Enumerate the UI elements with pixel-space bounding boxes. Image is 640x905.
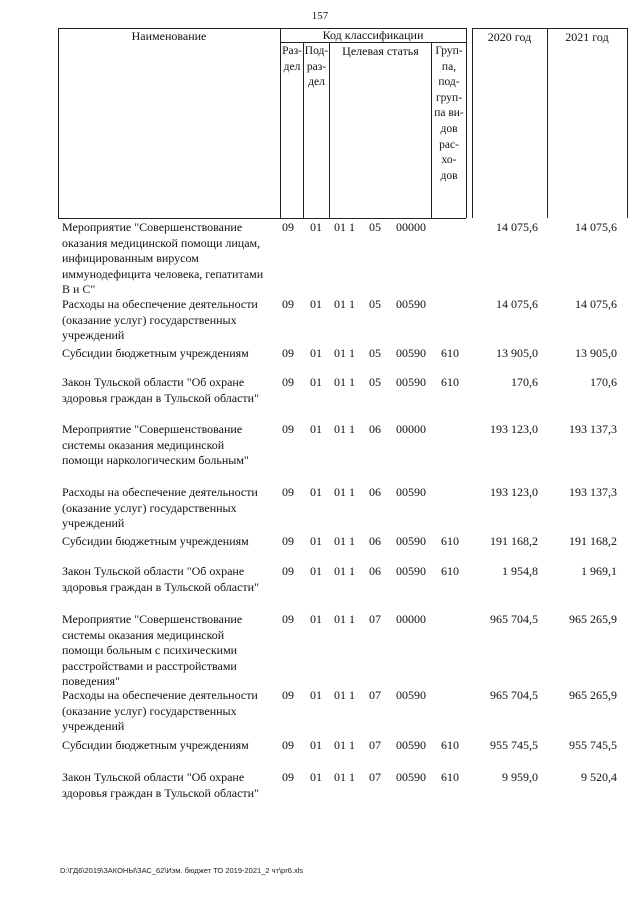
row-target-subprogram: 1 xyxy=(349,738,355,752)
row-podrazdel: 01 xyxy=(310,422,322,436)
row-target-program: 01 xyxy=(334,612,346,626)
header-bottom-line xyxy=(58,218,466,219)
row-target-program: 01 xyxy=(334,564,346,578)
row-target-subprogram: 1 xyxy=(349,688,355,702)
row-expense-type: 610 xyxy=(441,375,459,389)
header-2021: 2021 год xyxy=(565,30,609,44)
row-target-direction: 00000 xyxy=(396,422,426,436)
vline xyxy=(58,28,59,218)
row-target-event: 05 xyxy=(369,220,381,234)
row-razdel: 09 xyxy=(282,220,294,234)
row-target-direction: 00590 xyxy=(396,738,426,752)
row-target-program: 01 xyxy=(334,375,346,389)
row-value-2020: 955 745,5 xyxy=(490,738,538,752)
row-value-2021: 9 520,4 xyxy=(581,770,617,784)
row-name: Расходы на обеспечение деятельности (оказание услуг) государственных учреждений xyxy=(62,297,258,342)
row-podrazdel: 01 xyxy=(310,485,322,499)
row-target-program: 01 xyxy=(334,346,346,360)
row-target-program: 01 xyxy=(334,534,346,548)
row-target-direction: 00590 xyxy=(396,485,426,499)
row-value-2021: 170,6 xyxy=(590,375,617,389)
row-podrazdel: 01 xyxy=(310,564,322,578)
row-target-direction: 00590 xyxy=(396,375,426,389)
row-target-direction: 00590 xyxy=(396,688,426,702)
row-target-direction: 00000 xyxy=(396,612,426,626)
row-expense-type: 610 xyxy=(441,534,459,548)
row-value-2020: 965 704,5 xyxy=(490,688,538,702)
row-target-direction: 00590 xyxy=(396,770,426,784)
row-target-program: 01 xyxy=(334,485,346,499)
row-target-direction: 00590 xyxy=(396,297,426,311)
row-target-program: 01 xyxy=(334,422,346,436)
row-target-event: 05 xyxy=(369,375,381,389)
row-name: Мероприятие "Совершенствование оказания медицинской помощи лицам, инфицированным вирусом иммунодефицита человека, гепатитами В и С" xyxy=(62,220,264,296)
row-value-2021: 14 075,6 xyxy=(575,220,617,234)
row-podrazdel: 01 xyxy=(310,612,322,626)
row-target-event: 07 xyxy=(369,612,381,626)
vline xyxy=(329,42,330,218)
row-value-2021: 955 745,5 xyxy=(569,738,617,752)
row-target-event: 06 xyxy=(369,422,381,436)
row-name: Расходы на обеспечение деятельности (оказание услуг) государственных учреждений xyxy=(62,485,258,530)
row-expense-type: 610 xyxy=(441,564,459,578)
row-target-event: 07 xyxy=(369,688,381,702)
row-razdel: 09 xyxy=(282,688,294,702)
header-top-line-years xyxy=(472,28,628,29)
row-value-2020: 193 123,0 xyxy=(490,422,538,436)
row-target-program: 01 xyxy=(334,738,346,752)
row-name: Мероприятие "Совершенствование системы оказания медицинской помощи наркологическим больным" xyxy=(62,422,249,467)
row-name: Субсидии бюджетным учреждениям xyxy=(62,738,249,752)
row-value-2020: 193 123,0 xyxy=(490,485,538,499)
row-target-subprogram: 1 xyxy=(349,612,355,626)
header-2020: 2020 год xyxy=(487,30,532,44)
vline xyxy=(627,28,628,218)
row-target-event: 05 xyxy=(369,297,381,311)
row-target-direction: 00590 xyxy=(396,346,426,360)
row-expense-type: 610 xyxy=(441,770,459,784)
row-name: Субсидии бюджетным учреждениям xyxy=(62,346,249,360)
row-razdel: 09 xyxy=(282,534,294,548)
row-target-direction: 00590 xyxy=(396,534,426,548)
row-target-program: 01 xyxy=(334,220,346,234)
row-razdel: 09 xyxy=(282,422,294,436)
row-name: Закон Тульской области "Об охране здоровья граждан в Тульской области" xyxy=(62,375,259,405)
vline xyxy=(466,28,467,218)
row-razdel: 09 xyxy=(282,564,294,578)
row-target-subprogram: 1 xyxy=(349,220,355,234)
row-target-event: 07 xyxy=(369,770,381,784)
row-target-program: 01 xyxy=(334,297,346,311)
vline xyxy=(472,28,473,218)
row-value-2020: 9 959,0 xyxy=(502,770,538,784)
file-path-footer: D:\ГД6\2019\ЗАКОНЫ\ЗАС_62\Изм. бюджет ТО 2019-2021_2 чт\pr6.xls xyxy=(60,866,304,875)
row-razdel: 09 xyxy=(282,297,294,311)
row-value-2020: 14 075,6 xyxy=(496,297,538,311)
row-value-2021: 193 137,3 xyxy=(569,422,617,436)
row-target-event: 06 xyxy=(369,485,381,499)
row-podrazdel: 01 xyxy=(310,375,322,389)
row-target-event: 05 xyxy=(369,346,381,360)
row-value-2020: 191 168,2 xyxy=(490,534,538,548)
row-podrazdel: 01 xyxy=(310,688,322,702)
header-code-group: Код классификации xyxy=(322,28,424,42)
vline xyxy=(547,28,548,218)
row-razdel: 09 xyxy=(282,346,294,360)
row-value-2021: 1 969,1 xyxy=(581,564,617,578)
row-name: Мероприятие "Совершенствование системы оказания медицинской помощи больным с психическими расстройствами и расстройствами поведения" xyxy=(62,612,243,688)
row-target-direction: 00590 xyxy=(396,564,426,578)
row-podrazdel: 01 xyxy=(310,738,322,752)
row-podrazdel: 01 xyxy=(310,220,322,234)
row-value-2021: 191 168,2 xyxy=(569,534,617,548)
row-name: Закон Тульской области "Об охране здоровья граждан в Тульской области" xyxy=(62,564,259,594)
row-target-event: 06 xyxy=(369,534,381,548)
row-target-subprogram: 1 xyxy=(349,346,355,360)
row-razdel: 09 xyxy=(282,485,294,499)
row-podrazdel: 01 xyxy=(310,297,322,311)
row-target-direction: 00000 xyxy=(396,220,426,234)
row-value-2020: 14 075,6 xyxy=(496,220,538,234)
row-target-program: 01 xyxy=(334,688,346,702)
page-number: 157 xyxy=(311,10,329,22)
header-podrazdel: Под- раз- дел xyxy=(304,45,329,89)
row-name: Субсидии бюджетным учреждениям xyxy=(62,534,249,548)
row-expense-type: 610 xyxy=(441,346,459,360)
row-target-subprogram: 1 xyxy=(349,770,355,784)
row-value-2021: 965 265,9 xyxy=(569,612,617,626)
row-value-2020: 1 954,8 xyxy=(502,564,538,578)
row-razdel: 09 xyxy=(282,375,294,389)
row-value-2021: 14 075,6 xyxy=(575,297,617,311)
row-razdel: 09 xyxy=(282,612,294,626)
row-name: Закон Тульской области "Об охране здоровья граждан в Тульской области" xyxy=(62,770,259,800)
table-header xyxy=(58,28,628,218)
header-vr: Груп- па, под- груп- па ви- дов рас- хо- дов xyxy=(434,45,464,182)
row-target-subprogram: 1 xyxy=(349,534,355,548)
row-razdel: 09 xyxy=(282,770,294,784)
row-value-2021: 965 265,9 xyxy=(569,688,617,702)
row-podrazdel: 01 xyxy=(310,346,322,360)
row-expense-type: 610 xyxy=(441,738,459,752)
row-target-subprogram: 1 xyxy=(349,422,355,436)
row-target-event: 06 xyxy=(369,564,381,578)
header-name: Наименование xyxy=(131,29,207,43)
row-name: Расходы на обеспечение деятельности (оказание услуг) государственных учреждений xyxy=(62,688,258,733)
row-razdel: 09 xyxy=(282,738,294,752)
row-value-2021: 193 137,3 xyxy=(569,485,617,499)
row-target-subprogram: 1 xyxy=(349,297,355,311)
row-podrazdel: 01 xyxy=(310,770,322,784)
row-value-2020: 13 905,0 xyxy=(496,346,538,360)
row-target-subprogram: 1 xyxy=(349,375,355,389)
row-podrazdel: 01 xyxy=(310,534,322,548)
row-target-subprogram: 1 xyxy=(349,485,355,499)
row-value-2021: 13 905,0 xyxy=(575,346,617,360)
row-value-2020: 965 704,5 xyxy=(490,612,538,626)
header-target: Целевая статья xyxy=(342,44,419,58)
row-target-event: 07 xyxy=(369,738,381,752)
row-target-program: 01 xyxy=(334,770,346,784)
row-value-2020: 170,6 xyxy=(511,375,538,389)
header-razdel: Раз- дел xyxy=(282,45,302,73)
row-target-subprogram: 1 xyxy=(349,564,355,578)
